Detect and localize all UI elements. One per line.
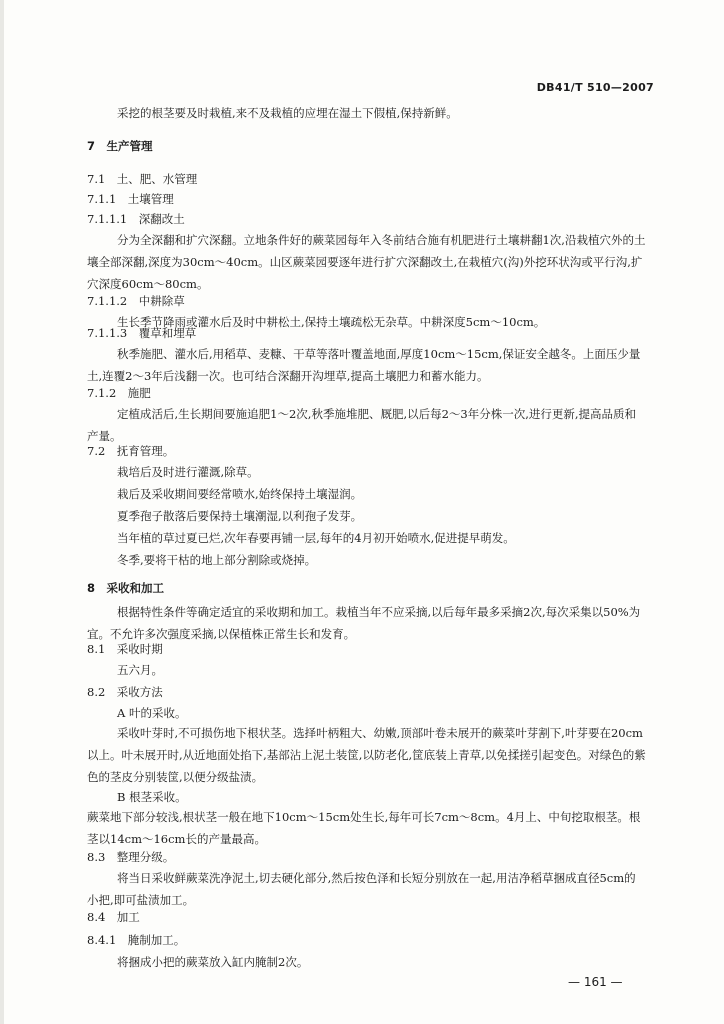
page-number: — 161 —	[568, 975, 623, 989]
paragraph-harvest-intro: 根据特性条件等确定适宜的采收期和加工。栽植当年不应采摘,以后每年最多采摘2次,每次采集以50%为宜。不允许多次强度采摘,以保植株正常生长和发育。	[87, 605, 641, 641]
paragraph-grading: 将当日采收鲜蕨菜洗净泥土,切去硬化部分,然后按色泽和长短分别放在一起,用洁净稻草捆成直径5cm的小把,即可盐渍加工。	[87, 871, 636, 907]
standard-code: DB41/T 510—2007	[536, 81, 654, 94]
paragraph-mulching: 秋季施肥、灌水后,用稻草、麦糠、干草等落叶覆盖地面,厚度10cm～15cm,保证安全越冬。上面压少量土,连覆2～3年后浅翻一次。也可结合深翻开沟埋草,提高土壤肥力和蓄水能力。	[87, 347, 641, 383]
text-line: 栽培后及时进行灌溉,除草。	[117, 465, 259, 479]
text-line: 生长季节降雨或灌水后及时中耕松土,保持土壤疏松无杂草。中耕深度5cm～10cm。	[117, 315, 546, 329]
section-heading-8-4: 8.4 加工	[87, 910, 140, 924]
text-line: 将捆成小把的蕨菜放入缸内腌制2次。	[117, 955, 309, 969]
text-line: A 叶的采收。	[117, 706, 187, 720]
text-line: 夏季孢子散落后要保持土壤潮湿,以利孢子发芽。	[117, 509, 363, 523]
section-heading-8-4-1: 8.4.1 腌制加工。	[87, 933, 186, 947]
section-heading-7-1-1: 7.1.1 土壤管理	[87, 192, 174, 206]
paragraph-deep-tillage: 分为全深翻和扩穴深翻。立地条件好的蕨菜园每年入冬前结合施有机肥进行土壤耕翻1次,沿栽植穴外的土壤全部深翻,深度为30cm～40cm。山区蕨菜园要逐年进行扩穴深翻改土,在栽植穴(沟)外挖环状沟或平行沟,扩穴深度60cm～80cm。	[87, 233, 646, 291]
text-line: 栽后及采收期间要经常喷水,始终保持土壤湿润。	[117, 487, 363, 501]
section-heading-7: 7 生产管理	[87, 139, 153, 153]
paragraph-fertilizing: 定植成活后,生长期间要施追肥1～2次,秋季施堆肥、厩肥,以后每2～3年分株一次,进行更新,提高品质和产量。	[87, 407, 637, 443]
text-line: 采挖的根茎要及时栽植,来不及栽植的应埋在湿土下假植,保持新鲜。	[117, 106, 458, 120]
section-heading-7-1-1-2: 7.1.1.2 中耕除草	[87, 294, 185, 308]
section-heading-7-1-1-3: 7.1.1.3 覆草和埋草	[87, 326, 197, 340]
text-line: B 根茎采收。	[117, 790, 187, 804]
section-heading-7-2: 7.2 抚育管理。	[87, 444, 175, 458]
paragraph-rhizome-harvest: 蕨菜地下部分较浅,根状茎一般在地下10cm～15cm处生长,每年可长7cm～8cm。4月上、中旬挖取根茎。根茎以14cm～16cm长的产量最高。	[87, 810, 641, 846]
text-line: 五六月。	[117, 663, 163, 677]
section-heading-7-1: 7.1 土、肥、水管理	[87, 172, 198, 186]
section-heading-7-1-2: 7.1.2 施肥	[87, 386, 151, 400]
section-heading-8-1: 8.1 采收时期	[87, 642, 163, 656]
section-heading-7-1-1-1: 7.1.1.1 深翻改土	[87, 212, 185, 226]
section-heading-8-3: 8.3 整理分级。	[87, 850, 175, 864]
text-line: 当年植的草过夏已烂,次年春要再铺一层,每年的4月初开始喷水,促进提早萌发。	[117, 531, 515, 545]
section-heading-8: 8 采收和加工	[87, 581, 165, 595]
section-heading-8-2: 8.2 采收方法	[87, 685, 163, 699]
scan-edge	[0, 0, 4, 1024]
text-line: 冬季,要将干枯的地上部分割除或烧掉。	[117, 553, 317, 567]
paragraph-leaf-harvest: 采收叶芽时,不可损伤地下根状茎。选择叶柄粗大、幼嫩,顶部叶卷未展开的蕨菜叶芽割下,叶芽要在20cm以上。叶未展开时,从近地面处掐下,基部沾上泥土装筐,以防老化,筐底装上青草,以免揉搓引起变色。对绿色的紫色的茎皮分别装筐,以便分级盐渍。	[87, 726, 646, 784]
